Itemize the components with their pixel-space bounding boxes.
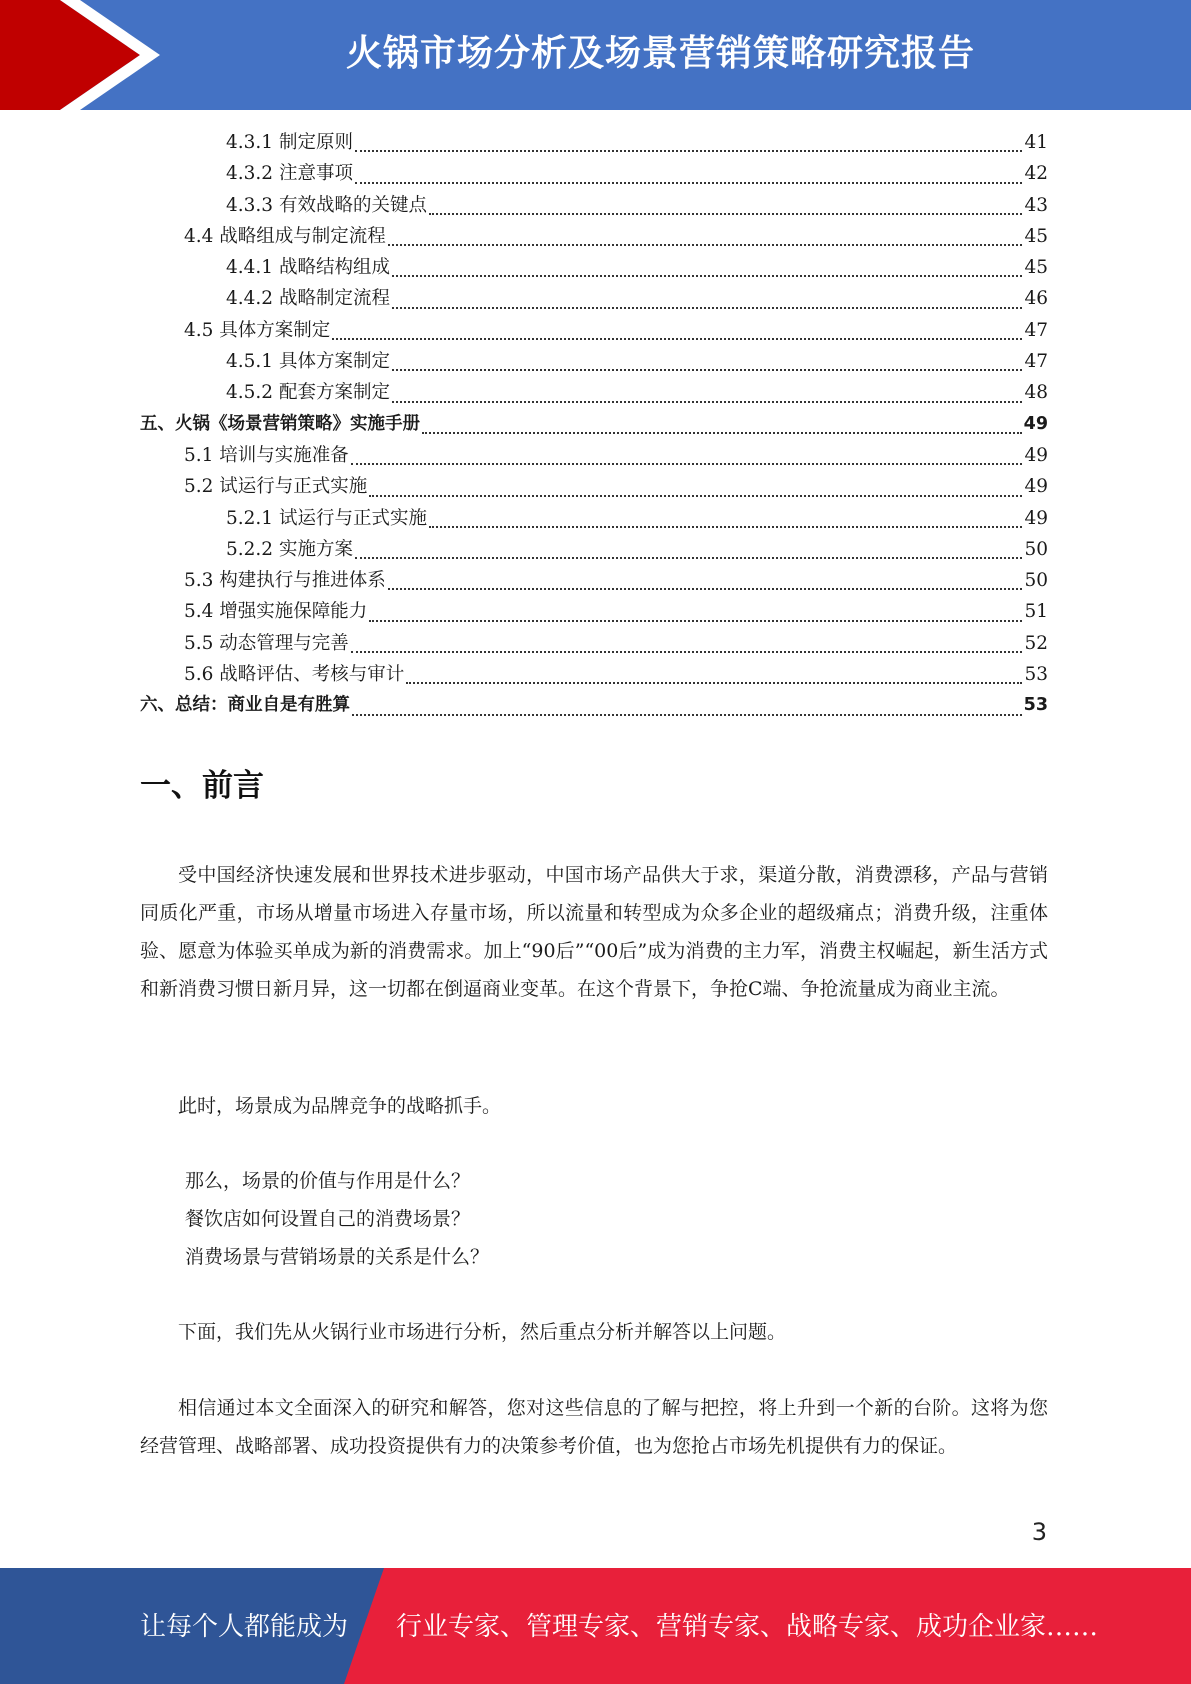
page-footer — [0, 1568, 1191, 1684]
toc-entry-page: 43 — [1024, 194, 1048, 216]
toc-entry-title: 5.2 试运行与正式实施 — [184, 476, 368, 498]
toc-leader-dots — [355, 557, 1023, 559]
toc-entry-page: 50 — [1024, 538, 1048, 560]
toc-entry[interactable] — [140, 504, 1048, 535]
toc-entry-title: 4.5.1 具体方案制定 — [226, 351, 390, 373]
toc-entry[interactable] — [140, 691, 1048, 722]
toc-entry[interactable] — [140, 128, 1048, 159]
toc-entry[interactable] — [140, 535, 1048, 566]
report-title: 火锅市场分析及场景营销策略研究报告 — [345, 33, 975, 74]
toc-entry-page: 47 — [1024, 319, 1048, 341]
intro-paragraph-1 — [140, 856, 1048, 1008]
toc-entry[interactable] — [140, 222, 1048, 253]
toc-entry-page: 53 — [1024, 664, 1048, 686]
toc-entry[interactable] — [140, 378, 1048, 409]
toc-entry-page: 49 — [1023, 413, 1048, 434]
toc-entry-page: 45 — [1024, 257, 1048, 279]
toc-entry-title: 5.4 增强实施保障能力 — [184, 601, 368, 623]
toc-entry-page: 41 — [1024, 132, 1048, 153]
toc-leader-dots — [332, 338, 1022, 340]
toc-entry-title: 六、总结：商业自是有胜算 — [140, 695, 350, 716]
toc-entry[interactable] — [140, 629, 1048, 660]
toc-leader-dots — [355, 182, 1023, 184]
toc-entry-page: 52 — [1024, 632, 1048, 654]
toc-entry-title: 4.5 具体方案制定 — [184, 319, 331, 341]
toc-entry[interactable] — [140, 284, 1048, 315]
toc-entry-page: 42 — [1024, 163, 1048, 185]
toc-leader-dots — [355, 150, 1023, 152]
toc-entry-title: 5.6 战略评估、考核与审计 — [184, 664, 405, 686]
footer-slogan-right: 行业专家、管理专家、营销专家、战略专家、成功企业家…… — [396, 1612, 1099, 1642]
toc-entry-page: 45 — [1024, 225, 1048, 247]
toc-entry-title: 4.3.3 有效战略的关键点 — [226, 194, 427, 216]
toc-entry[interactable] — [140, 347, 1048, 378]
toc-entry-title: 五、火锅《场景营销策略》实施手册 — [140, 413, 420, 434]
intro-paragraph-2 — [140, 1087, 1048, 1125]
toc-entry[interactable] — [140, 159, 1048, 190]
toc-entry-page: 49 — [1024, 444, 1048, 466]
toc-leader-dots — [429, 213, 1022, 215]
page-header — [0, 0, 1191, 110]
toc-leader-dots — [388, 244, 1023, 246]
toc-entry-title: 5.2.2 实施方案 — [226, 538, 353, 560]
table-of-contents — [140, 128, 1048, 723]
toc-leader-dots — [429, 526, 1022, 528]
toc-entry-page: 50 — [1024, 570, 1048, 592]
page-number: 3 — [1031, 1518, 1047, 1546]
paragraph: 下面，我们先从火锅行业市场进行分析，然后重点分析并解答以上问题。 — [178, 1321, 787, 1343]
toc-entry-page: 51 — [1024, 601, 1048, 623]
toc-entry[interactable] — [140, 441, 1048, 472]
question-line: 那么，场景的价值与作用是什么？ — [185, 1170, 471, 1192]
toc-entry[interactable] — [140, 566, 1048, 597]
toc-leader-dots — [388, 588, 1023, 590]
toc-entry-page: 47 — [1024, 351, 1048, 373]
intro-paragraph-3 — [140, 1313, 1048, 1351]
toc-leader-dots — [392, 401, 1022, 403]
toc-leader-dots — [351, 463, 1023, 465]
toc-entry-page: 49 — [1024, 507, 1048, 529]
question-line: 消费场景与营销场景的关系是什么？ — [185, 1246, 490, 1268]
toc-entry[interactable] — [140, 253, 1048, 284]
toc-leader-dots — [392, 307, 1022, 309]
toc-entry-title: 4.3.2 注意事项 — [226, 163, 353, 185]
question-list — [140, 1162, 1048, 1276]
toc-entry-title: 4.5.2 配套方案制定 — [226, 382, 390, 404]
toc-leader-dots — [369, 495, 1022, 497]
toc-entry-title: 4.3.1 制定原则 — [226, 132, 353, 153]
toc-leader-dots — [392, 275, 1022, 277]
section-heading: 一、前言 — [140, 768, 264, 804]
toc-entry-page: 48 — [1024, 382, 1048, 404]
toc-entry[interactable] — [140, 191, 1048, 222]
question-line: 餐饮店如何设置自己的消费场景？ — [185, 1208, 471, 1230]
toc-entry-title: 4.4.2 战略制定流程 — [226, 288, 390, 310]
toc-entry[interactable] — [140, 597, 1048, 628]
toc-entry[interactable] — [140, 660, 1048, 691]
toc-leader-dots — [352, 714, 1022, 716]
toc-entry-page: 46 — [1024, 288, 1048, 310]
paragraph: 受中国经济快速发展和世界技术进步驱动，中国市场产品供大于求，渠道分散，消费漂移，产品与营销同质化严重，市场从增量市场进入存量市场，所以流量和转型成为众多企业的超级痛点；消费升级，注重体验、愿意为体验买单成为新的消费需求。加上“90后”“00后”成为消费的主力军，消费主权崛起，新生活方式和新消费习惯日新月异，这一切都在倒逼商业变革。在这个背景下，争抢C端、争抢流量成为商业主流。 — [140, 864, 1048, 1000]
toc-entry-title: 5.1 培训与实施准备 — [184, 444, 349, 466]
paragraph: 此时，场景成为品牌竞争的战略抓手。 — [178, 1095, 502, 1117]
footer-slogan-left: 让每个人都能成为 — [140, 1612, 349, 1642]
toc-leader-dots — [422, 432, 1022, 434]
toc-leader-dots — [351, 651, 1023, 653]
toc-entry-title: 5.3 构建执行与推进体系 — [184, 570, 386, 592]
toc-entry[interactable] — [140, 410, 1048, 441]
toc-entry[interactable] — [140, 472, 1048, 503]
toc-entry-page: 49 — [1024, 476, 1048, 498]
toc-leader-dots — [392, 369, 1022, 371]
toc-entry-title: 4.4.1 战略结构组成 — [226, 257, 390, 279]
toc-entry-page: 53 — [1023, 695, 1048, 716]
toc-entry[interactable] — [140, 316, 1048, 347]
toc-leader-dots — [369, 620, 1022, 622]
toc-entry-title: 4.4 战略组成与制定流程 — [184, 225, 386, 247]
paragraph: 相信通过本文全面深入的研究和解答，您对这些信息的了解与把控，将上升到一个新的台阶。这将为您经营管理、战略部署、成功投资提供有力的决策参考价值，也为您抢占市场先机提供有力的保证。 — [140, 1397, 1048, 1457]
toc-entry-title: 5.5 动态管理与完善 — [184, 632, 349, 654]
toc-leader-dots — [406, 682, 1022, 684]
toc-entry-title: 5.2.1 试运行与正式实施 — [226, 507, 427, 529]
intro-paragraph-4 — [140, 1389, 1048, 1465]
